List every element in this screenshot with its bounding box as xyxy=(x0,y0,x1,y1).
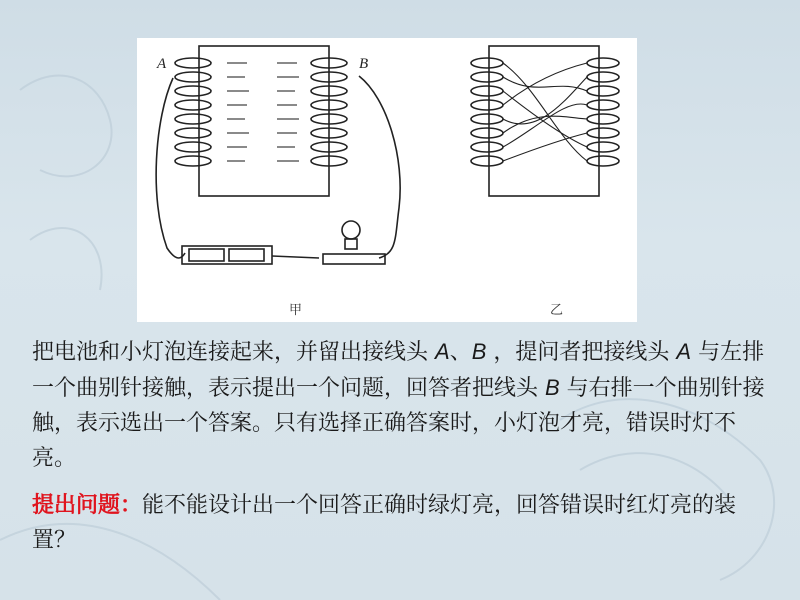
circuit-diagram xyxy=(137,38,637,322)
text-run: 与右排一个曲别针接触，表示选出一个答案。只有选择正确答案时，小灯泡才亮，错误时灯不亮。 xyxy=(32,376,765,471)
left-board xyxy=(199,46,329,196)
term-b: B xyxy=(545,375,560,400)
paragraph-question xyxy=(32,488,772,558)
text-run: 、 xyxy=(449,340,472,365)
wire-b xyxy=(359,76,400,258)
description-text xyxy=(32,334,772,558)
wire-a xyxy=(156,78,185,258)
lamp-base xyxy=(323,254,385,264)
left-clip-row xyxy=(175,58,211,166)
term-a: A xyxy=(435,339,450,364)
caption-right: 乙 xyxy=(550,303,564,318)
board-marks xyxy=(227,63,299,161)
bulb xyxy=(342,221,360,239)
label-a: A xyxy=(157,56,167,72)
text-run: 与左排一个曲别针接触，表示提出一个问题，回答者把线头 xyxy=(32,340,765,401)
paragraph-intro xyxy=(32,334,772,476)
crossing-wires xyxy=(503,63,587,161)
text-run: ，提问者把接线头 xyxy=(486,340,677,365)
question-body: 能不能设计出一个回答正确时绿灯亮，回答错误时红灯亮的装置？ xyxy=(32,493,737,553)
term-a: A xyxy=(676,339,692,364)
caption-left: 甲 xyxy=(289,303,303,318)
text-run: 把电池和小灯泡连接起来，并留出接线头 xyxy=(32,340,435,365)
label-b: B xyxy=(359,56,369,72)
question-label: 提出问题： xyxy=(32,493,143,518)
circuit-figure xyxy=(137,38,637,322)
term-b: B xyxy=(471,339,487,364)
